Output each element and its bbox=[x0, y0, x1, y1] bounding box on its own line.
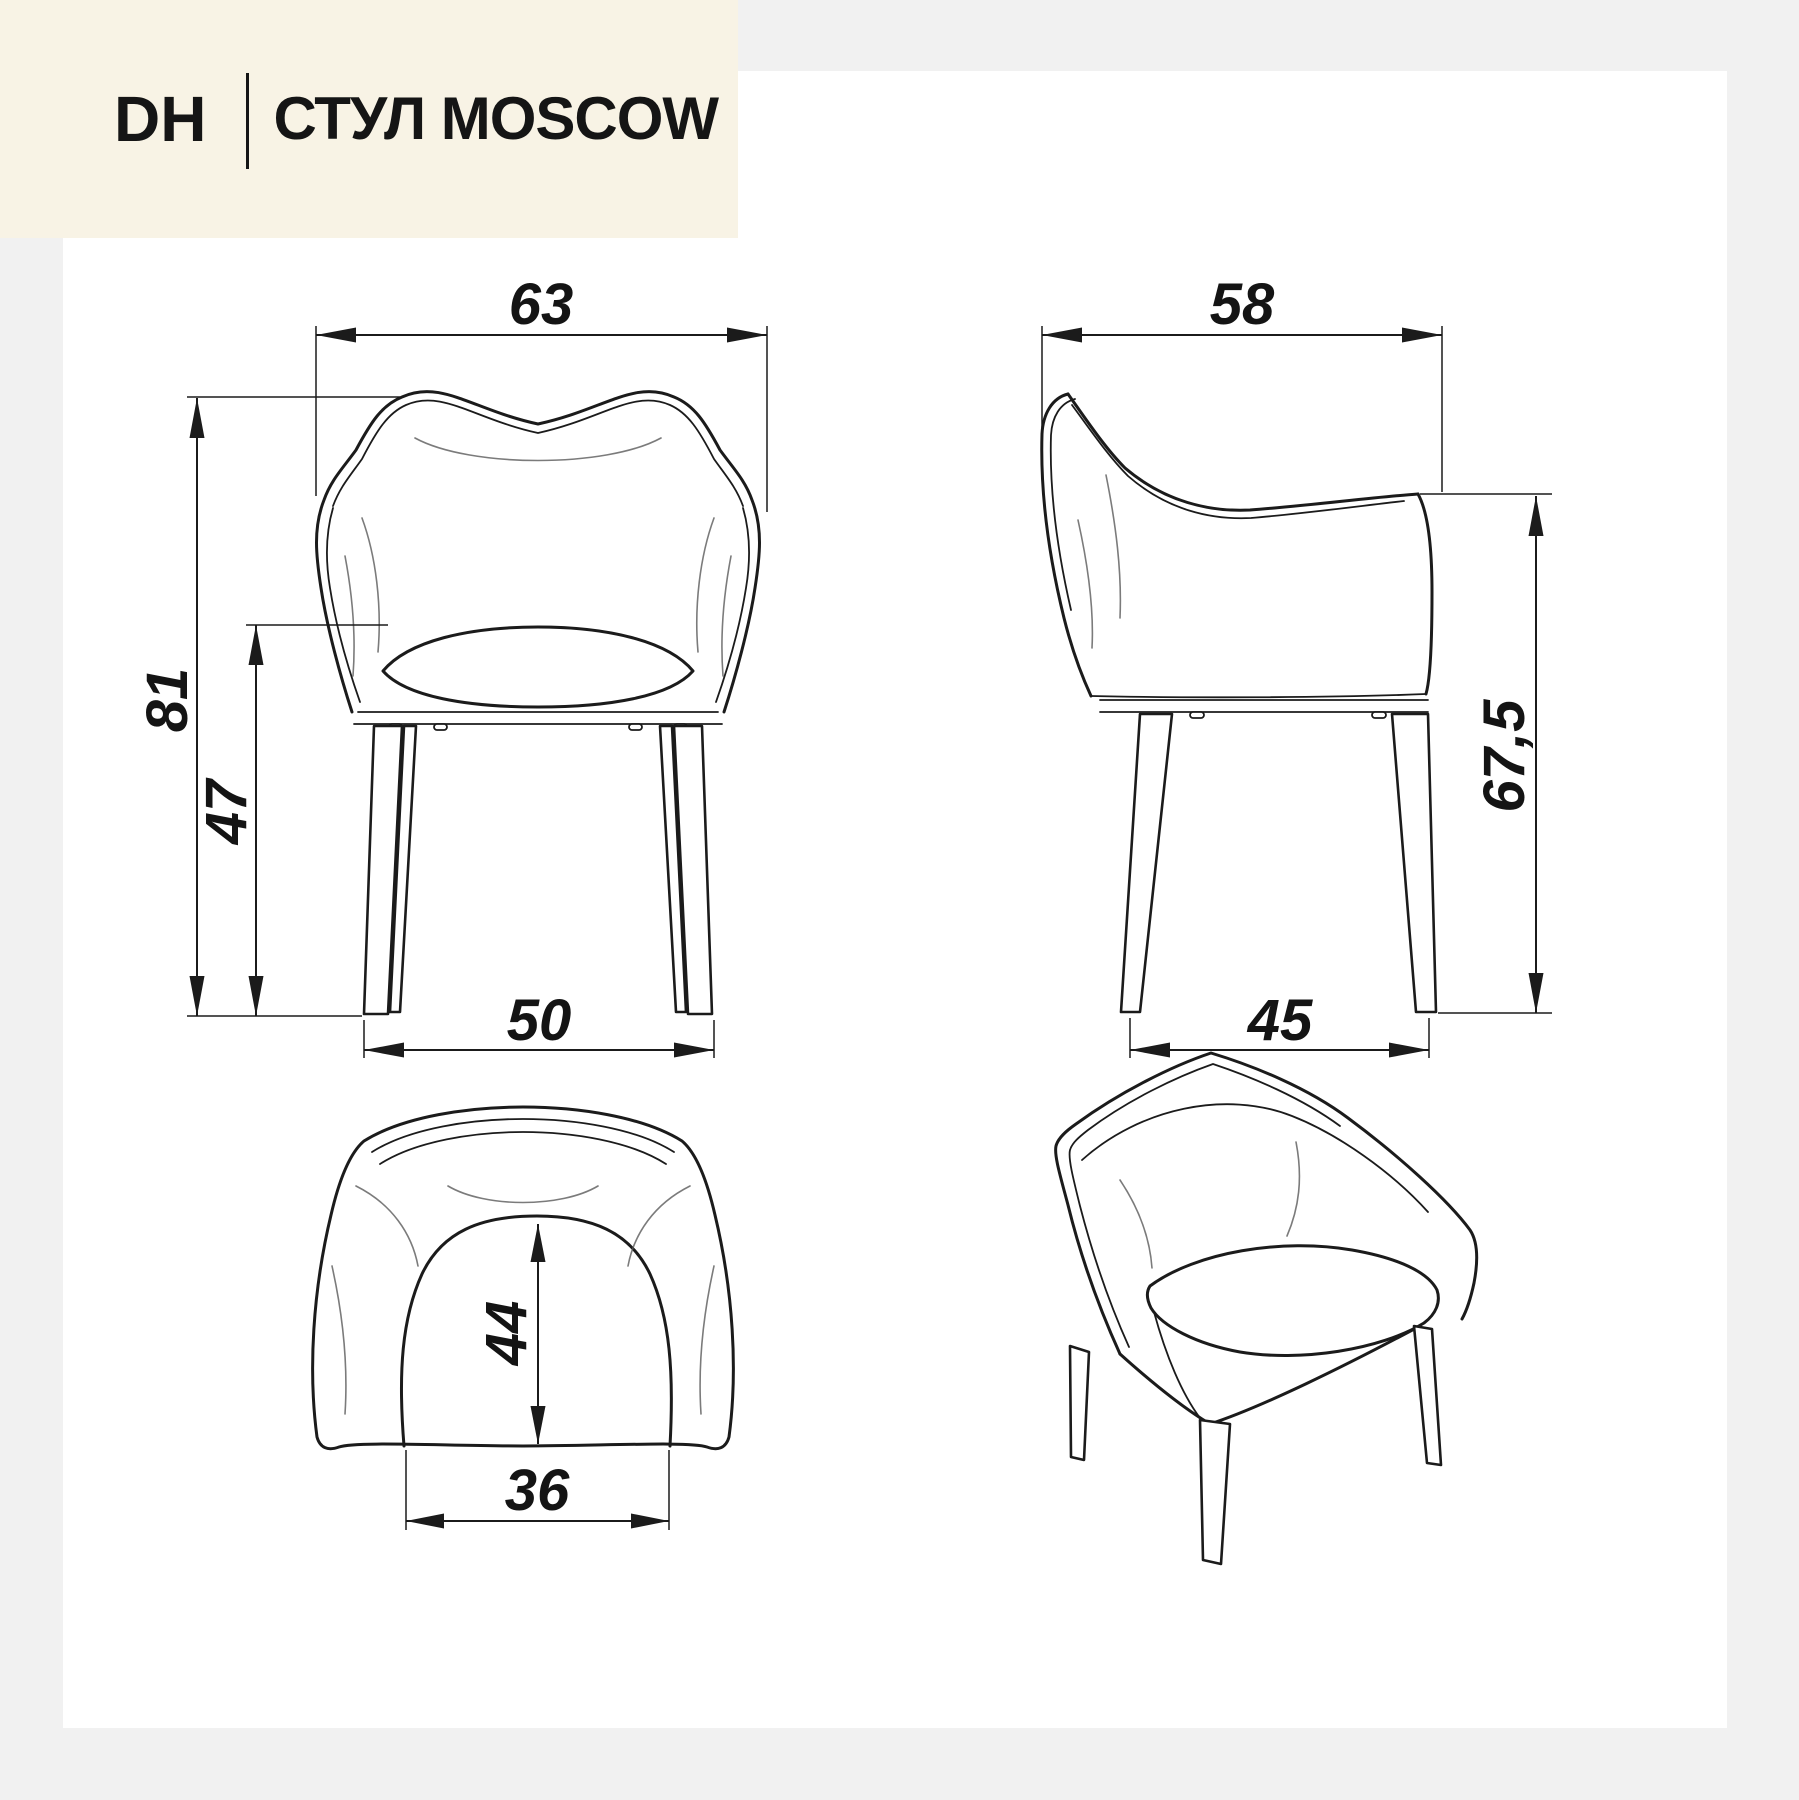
dim-back-inner-height-value: 44 bbox=[474, 1300, 539, 1366]
side-leg-rear bbox=[1121, 714, 1172, 1012]
dim-front-width bbox=[316, 272, 767, 512]
back-wrinkle-right-2 bbox=[700, 1266, 714, 1414]
dim-side-depth bbox=[1042, 272, 1442, 492]
dim-front-leg-span bbox=[364, 988, 714, 1058]
dim-side-arm-height bbox=[1420, 494, 1552, 1013]
side-arm-top bbox=[1068, 394, 1418, 510]
dim-back-inner-height bbox=[474, 1224, 546, 1444]
front-arm-inner-right bbox=[716, 508, 749, 702]
dim-side-leg-span-value: 45 bbox=[1247, 988, 1313, 1053]
back-wrinkle-left-1 bbox=[356, 1186, 418, 1266]
dim-side-leg-span bbox=[1130, 988, 1429, 1058]
side-view bbox=[1042, 272, 1552, 1058]
perspective-wrinkle-center bbox=[1287, 1142, 1299, 1236]
back-fold bbox=[448, 1186, 598, 1203]
front-arm-wrinkle-right-1 bbox=[697, 518, 714, 652]
dim-back-inner-width-value: 36 bbox=[504, 1458, 570, 1523]
side-seat-frame bbox=[1100, 700, 1428, 712]
product-title: СТУЛ MOSCOW bbox=[273, 85, 719, 152]
drawing-canvas bbox=[63, 71, 1727, 1728]
dim-back-inner-width bbox=[406, 1450, 669, 1530]
side-leg-front bbox=[1392, 714, 1436, 1012]
dim-front-width-value: 63 bbox=[508, 272, 574, 337]
front-frame-bolt-3 bbox=[629, 724, 642, 730]
side-frame-bolt-1 bbox=[1190, 712, 1204, 718]
dim-front-seat-height-value: 47 bbox=[194, 779, 259, 845]
side-chair-drawing bbox=[1042, 394, 1436, 1012]
front-frame-bolt-2 bbox=[434, 724, 447, 730]
front-chair-drawing bbox=[317, 392, 760, 1014]
brand-logo: DH bbox=[114, 83, 207, 155]
back-piping-2 bbox=[380, 1132, 666, 1164]
perspective-shell-piping bbox=[1070, 1064, 1340, 1347]
perspective-shell-bottom bbox=[1120, 1327, 1418, 1424]
side-wrinkle-2 bbox=[1106, 475, 1120, 618]
front-seat-cushion bbox=[383, 627, 693, 707]
side-wrinkle-1 bbox=[1078, 520, 1092, 648]
technical-drawing bbox=[63, 71, 1727, 1728]
side-frame-bolt-2 bbox=[1372, 712, 1386, 718]
perspective-wrinkle-left bbox=[1120, 1180, 1152, 1268]
perspective-shell-outline bbox=[1056, 1053, 1477, 1354]
header-divider bbox=[246, 73, 249, 169]
dim-front-seat-height bbox=[194, 625, 388, 1016]
dim-front-leg-span-value: 50 bbox=[506, 988, 572, 1053]
back-chair-drawing bbox=[313, 1107, 734, 1449]
perspective-chair-drawing bbox=[1056, 1053, 1477, 1564]
header-content bbox=[114, 0, 718, 238]
dim-side-depth-value: 58 bbox=[1209, 272, 1275, 337]
perspective-leg-left bbox=[1070, 1346, 1089, 1460]
perspective-view bbox=[1056, 1053, 1477, 1564]
dim-side-arm-height-value: 67,5 bbox=[1472, 699, 1537, 813]
front-view bbox=[135, 272, 767, 1058]
back-wrinkle-left-2 bbox=[332, 1266, 346, 1414]
front-chair-piping bbox=[333, 400, 743, 506]
dim-front-height bbox=[135, 397, 400, 1016]
front-back-fold bbox=[415, 438, 661, 461]
front-seat-frame bbox=[354, 712, 722, 724]
front-chair-outline bbox=[317, 392, 760, 712]
perspective-leg-center bbox=[1200, 1420, 1230, 1564]
side-seat-bottom bbox=[1091, 694, 1426, 697]
dim-front-height-value: 81 bbox=[135, 667, 200, 733]
side-seat-front bbox=[1418, 494, 1432, 694]
perspective-back-inner bbox=[1082, 1104, 1428, 1212]
header-band bbox=[0, 0, 738, 238]
perspective-leg-right bbox=[1414, 1326, 1441, 1465]
front-arm-inner-left bbox=[327, 508, 360, 702]
back-view bbox=[313, 1107, 734, 1530]
front-arm-wrinkle-left-1 bbox=[362, 518, 379, 652]
